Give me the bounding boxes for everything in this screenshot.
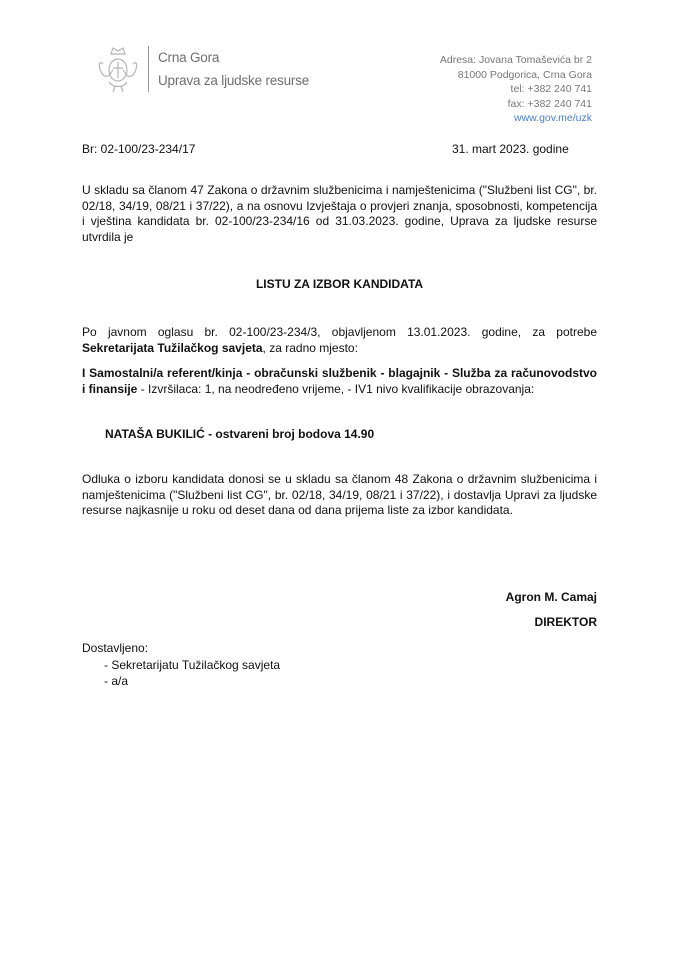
ad-suffix: , za radno mjesto:: [262, 340, 358, 355]
ad-department: Sekretarijata Tužilačkog savjeta: [82, 340, 263, 355]
signatory-role: DIREKTOR: [534, 615, 597, 629]
ad-paragraph: [82, 325, 597, 356]
delivery-item: - Sekretarijatu Tužilačkog savjeta: [104, 658, 281, 672]
website-link[interactable]: www.gov.me/uzk: [514, 112, 592, 124]
position-details: - Izvršilaca: 1, na neodređeno vrijeme, - IV1 nivo kvalifikacije obrazovanja:: [137, 381, 535, 396]
document-title: LISTU ZA IZBOR KANDIDATA: [255, 277, 424, 291]
closing-paragraph: Odluka o izboru kandidata donosi se u skladu sa članom 48 Zakona o državnim službenicima i namještenicima ("Službeni list CG", br. 02/18, 34/19, 08/21 i 37/22), i dostavlja Upravi za ljudske resurse najkasnije u roku od deset dana od dana prijema liste za izbor kandidata.: [82, 472, 597, 517]
document-date: 31. mart 2023. godine: [452, 142, 569, 156]
signatory-name: Agron M. Camaj: [505, 590, 597, 604]
reference-number: Br: 02-100/23-234/17: [82, 142, 196, 156]
address-fax: fax: +382 240 741: [507, 97, 592, 110]
coat-of-arms-icon: [93, 44, 143, 94]
address-block: [440, 53, 592, 126]
delivery-item: - a/a: [104, 674, 129, 688]
delivery-label: Dostavljeno:: [82, 641, 149, 655]
position-paragraph: [82, 366, 597, 397]
intro-paragraph: U skladu sa članom 47 Zakona o državnim službenicima i namještenicima ("Službeni list CG", br. 02/18, 34/19, 08/21 i 37/22), a na osnovu Izvještaja o provjeri znanja, sposobnosti, kompetencija i vještina kandidata br. 02-100/23-234/16 od 31.03.2023. godine, Uprava za ljudske resurse utvrdila je: [82, 183, 597, 244]
header-divider: [148, 46, 149, 92]
selected-candidate: NATAŠA BUKILIĆ - ostvareni broj bodova 14.90: [105, 427, 375, 441]
ad-text: Po javnom oglasu br. 02-100/23-234/3, objavljenom 13.01.2023. godine, za potrebe: [82, 325, 597, 339]
org-name: Uprava za ljudske resurse: [158, 73, 310, 88]
org-country: Crna Gora: [158, 50, 220, 65]
address-tel: tel: +382 240 741: [510, 83, 592, 95]
address-street: Adresa: Jovana Tomaševića br 2: [439, 54, 592, 66]
address-city: 81000 Podgorica, Crna Gora: [457, 68, 592, 81]
position-title: I Samostalni/a referent/kinja - obračunski službenik - blagajnik - Služba za računovodstvo i finansije: [82, 366, 597, 396]
